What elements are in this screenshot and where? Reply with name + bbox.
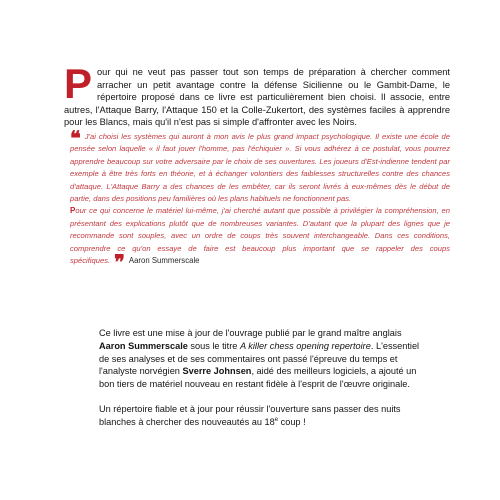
quote-text-1: J'ai choisi les systèmes qui auront à mon avis le plus grand impact psychologique. Il existe une école de pensée selon laquelle « il faut jouer l'homme, pas l'échiquier ». Si vous adhérez à ce postulat, vous pourrez apprendre beaucoup sur votre adversaire par le choix de ses ouvertures. Les joueurs d'Est-indienne tendent par exemple à être très forts en théorie, et à échanger volontiers des faiblesses structurelles contre des chances d'attaque. L'Attaque Barry a des chances de les embêter, car ils seront livrés à eux-mêmes dès le début de partie, dans des positions peu familières où les plans habituels ne fonctionnent pas.	[70, 132, 450, 204]
quote-paragraph-2	[70, 205, 450, 275]
text-run: coup !	[278, 416, 306, 427]
text-run: Un répertoire fiable et à jour pour réussir l'ouverture sans passer des nuits blanches à chercher des nouveautés au 18	[99, 403, 401, 427]
quote-initial: P	[70, 206, 76, 216]
close-quote-icon: ❞	[114, 250, 123, 275]
text-run: Ce livre est une mise à jour de l'ouvrage publié par le grand maître anglais	[99, 328, 402, 338]
drop-cap: P	[64, 60, 93, 107]
quote-author: Aaron Summerscale	[128, 256, 200, 266]
text-run: sous le titre	[187, 340, 240, 351]
text-run: . L'essentiel de ses analyses et de ses commentaires ont passé l'épreuve du temps et l'analyste norvégien	[99, 340, 420, 377]
quote-text-2: our ce qui concerne le matériel lui-même, j'ai cherché autant que possible à privilégier la compréhension, en présentant des explications plutôt que de nombreuses variantes. D'autant que la plupart des lignes que je recommande sont souples, avec un ordre de coups très souvent interchangeable. Dans ces conditions, comprendre ce qu'on essaye de faire est beaucoup plus important que se rappeler des coups spécifiques.	[70, 206, 450, 266]
intro-paragraph	[64, 60, 450, 129]
ordinal-suffix: e	[274, 416, 279, 423]
text-run: , aidé des meilleurs logiciels, a ajouté un bon tiers de matériel nouveau en restant fidèle à l'esprit de l'œuvre originale.	[99, 366, 417, 390]
description-paragraph-1	[99, 327, 429, 391]
author-name: Aaron Summerscale	[99, 340, 188, 351]
open-quote-icon: ❝	[70, 126, 79, 150]
author-quote	[70, 126, 450, 275]
description-paragraph-2	[99, 403, 429, 429]
original-title: A killer chess opening repertoire	[239, 340, 371, 351]
quote-paragraph-1	[70, 126, 450, 205]
intro-text: our qui ne veut pas passer tout son temps de préparation à chercher comment arracher un petit avantage contre la défense Sicilienne ou le Gambit-Dame, le répertoire proposé dans ce livre est particulièrement bien choisi. Il associe, entre autres, l'Attaque Barry, l'Attaque 150 et la Colle-Zukertort, des systèmes faciles à apprendre pour les Blancs, mais qu'il n'est pas si simple d'affronter avec les Noirs.	[64, 67, 450, 128]
description-block	[99, 327, 429, 441]
analyst-name: Sverre Johnsen	[182, 366, 252, 377]
